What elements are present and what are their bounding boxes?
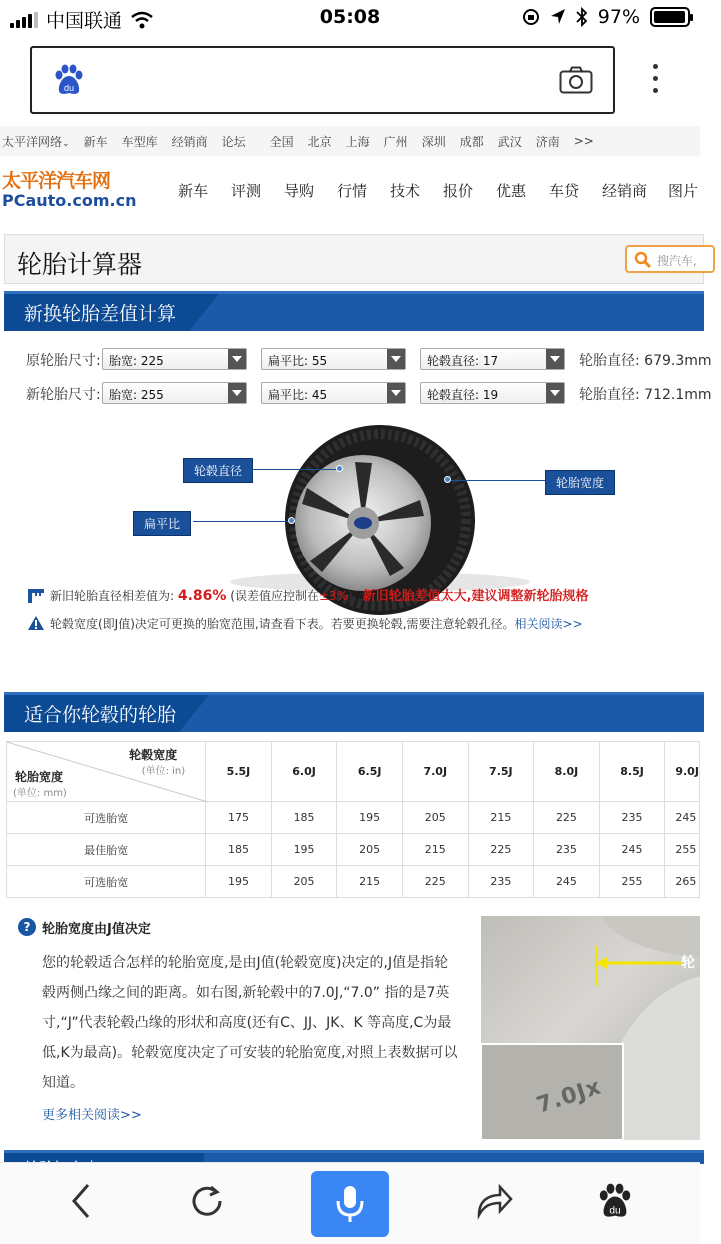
chevron-down-icon [546,383,564,403]
baidu-paw-icon[interactable] [598,1183,632,1219]
search-icon [634,251,652,269]
rim-width-note: 轮毂宽度(即J值)决定可更换的胎宽范围,请查看下表。若要更换轮毂,需要注意轮毂孔径。相关阅读>> [26,615,706,632]
column-header: 7.5J [468,742,534,802]
info-heading: 轮胎宽度由J值决定 [42,922,151,937]
main-nav-item[interactable]: 优惠 [496,182,527,200]
voice-search-button[interactable] [311,1171,389,1237]
diameter-difference-note: 新旧轮胎直径相差值为: 4.86% (误差值应控制在±3%) 新旧轮胎差值太大,建议调整新轮胎规格 [26,585,706,604]
main-nav-item[interactable]: 行情 [337,182,368,200]
city-link[interactable]: 深圳 [421,134,446,149]
main-nav-item[interactable]: 导购 [284,182,315,200]
old-rim-select[interactable]: 轮毂直径: 17 [420,348,565,370]
main-nav [178,180,721,201]
page-title-bar [4,234,704,284]
main-nav-item[interactable]: 新车 [178,182,209,200]
new-ratio-select[interactable]: 扁平比: 45 [261,382,406,404]
row-label: 可选胎宽 [7,866,206,898]
site-search-input[interactable]: 搜汽车, [625,245,715,273]
city-link[interactable]: 济南 [535,134,560,149]
question-icon: ? [18,918,36,936]
chevron-down-icon [387,349,405,369]
rim-section-header [4,692,704,732]
main-nav-item[interactable]: 技术 [390,182,421,200]
pcauto-logo[interactable]: 太平洋汽车网 PCauto.com.cn [2,170,137,210]
browser-search-area [0,36,700,126]
table-row: 可选胎宽 175 185 195 205 215 225 235 245 [7,802,700,834]
main-nav-item[interactable]: 报价 [443,182,474,200]
back-icon[interactable] [66,1181,96,1221]
difference-warning: 新旧轮胎差值太大,建议调整新轮胎规格 [362,589,589,604]
refresh-icon[interactable] [187,1181,227,1221]
camera-icon[interactable] [559,66,593,94]
new-rim-select[interactable]: 轮毂直径: 19 [420,382,565,404]
browser-toolbar [0,1162,700,1244]
more-reading-link[interactable]: 更多相关阅读>> [42,1108,142,1123]
row-label: 可选胎宽 [7,802,206,834]
city-link[interactable]: 北京 [307,134,332,149]
table-corner-header: 轮毂宽度 (单位: in) 轮胎宽度 (单位: mm) [7,742,206,802]
city-link[interactable]: 广州 [383,134,408,149]
main-nav-item[interactable]: 图片 [668,182,699,200]
more-menu-icon[interactable] [650,64,660,100]
calc-section-header [4,291,704,331]
rim-tire-table [6,741,700,898]
new-tire-row [0,382,712,406]
old-ratio-select[interactable]: 扁平比: 55 [261,348,406,370]
tire-illustration [0,420,700,585]
ruler-icon [26,585,46,605]
column-header: 5.5J [206,742,272,802]
callout-rim-diameter: 轮毂直径 [183,458,253,483]
warning-icon [27,615,45,631]
top-nav-link[interactable]: 经销商 [171,134,208,149]
top-nav-link[interactable]: 论坛 [221,134,246,149]
column-header: 8.5J [599,742,665,802]
site-network-link[interactable]: 太平洋网络⌄ [2,134,70,149]
related-reading-link[interactable]: 相关阅读>> [514,617,583,631]
top-nav [0,126,700,156]
main-nav-item[interactable]: 车贷 [549,182,580,200]
search-input[interactable] [30,46,615,114]
battery-icon [650,7,690,27]
city-link[interactable]: 上海 [345,134,370,149]
column-header: 7.0J [402,742,468,802]
photo-stamp: 7.0Jx [533,1074,605,1119]
column-header: 8.0J [534,742,600,802]
chevron-down-icon [546,349,564,369]
rim-section-title: 适合你轮毂的轮胎 [4,695,179,732]
status-bar [0,0,700,36]
difference-value: 4.86% [177,588,227,604]
chevron-down-icon [387,383,405,403]
chevron-down-icon [228,383,246,403]
battery-percent: 97% [597,6,640,28]
microphone-icon [311,1171,389,1237]
more-cities-link[interactable]: >> [573,134,594,148]
column-header: 6.0J [271,742,337,802]
column-header: 6.5J [337,742,403,802]
row-label: 最佳胎宽 [7,834,206,866]
page-title: 轮胎计算器 [17,250,143,279]
baidu-du-icon [54,64,84,96]
svg-text:du: du [63,83,75,93]
bluetooth-icon [576,7,588,27]
clock: 05:08 [319,6,381,28]
rim-j-value-photo [481,916,700,1140]
old-width-select[interactable]: 胎宽: 225 [102,348,247,370]
new-diameter: 轮胎直径: 712.1mm [579,387,712,403]
city-link[interactable]: 全国 [269,134,294,149]
info-paragraph: 您的轮毂适合怎样的轮胎宽度,是由J值(轮毂宽度)决定的,J值是指轮毂两侧凸缘之间的距离。如右图,新轮毂中的7.0J,“7.0” 指的是7英寸,“J”代表轮毂凸缘的形状和高度(还有C、JJ、JK、K 等高度,C为最低,K为最高)。轮毂宽度决定了可安装的轮胎宽度,对照上表数据可以知道。 [42,955,458,1091]
main-nav-item[interactable]: 经销商 [602,182,648,200]
orientation-lock-icon [522,8,540,26]
share-icon[interactable] [474,1181,514,1221]
new-tire-label: 新轮胎尺寸: [26,387,101,403]
chevron-down-icon [228,349,246,369]
callout-aspect-ratio: 扁平比 [133,511,191,536]
column-header: 9.0J [665,742,700,802]
main-nav-item[interactable]: 评测 [231,182,262,200]
new-width-select[interactable]: 胎宽: 255 [102,382,247,404]
photo-label: 轮 [681,955,695,971]
location-icon [550,8,566,26]
old-tire-label: 原轮胎尺寸: [26,353,101,369]
carrier: 中国联通 [46,10,123,32]
site-header [0,158,700,224]
old-diameter: 轮胎直径: 679.3mm [579,353,712,369]
old-tire-row [0,348,712,372]
calc-section-title: 新换轮胎差值计算 [4,294,189,331]
city-link[interactable]: 武汉 [497,134,522,149]
top-nav-link[interactable]: 新车 [83,134,108,149]
svg-text:du: du [609,1205,621,1217]
tire-wheel-image [0,420,700,590]
top-nav-link[interactable]: 车型库 [121,134,158,149]
callout-tire-width: 轮胎宽度 [545,470,615,495]
table-row: 最佳胎宽 185 195 205 215 225 235 245 255 [7,834,700,866]
city-link[interactable]: 成都 [459,134,484,149]
table-row: 可选胎宽 195 205 215 225 235 245 255 265 [7,866,700,898]
